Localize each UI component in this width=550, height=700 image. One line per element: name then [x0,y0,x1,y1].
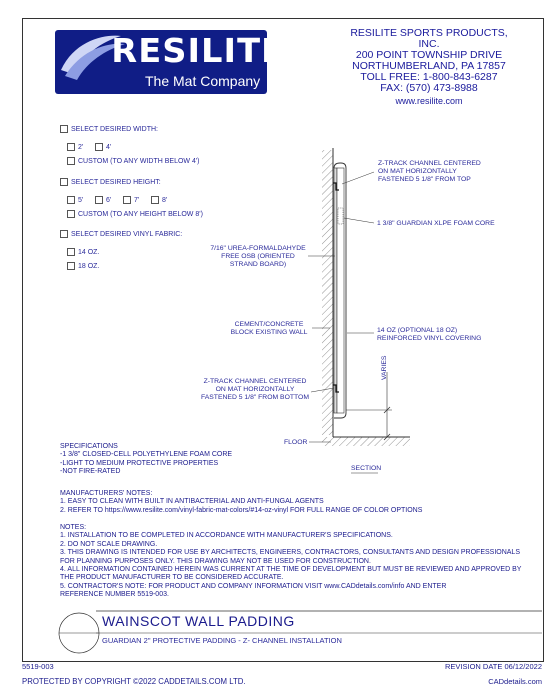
label-line: ON MAT HORIZONTALLY [215,386,295,393]
notes-heading: NOTES: [60,524,87,531]
width-heading-label: SELECT DESIRED WIDTH: [71,125,158,133]
label-line: Z-TRACK CHANNEL CENTERED [203,378,307,385]
label-line: BLOCK EXISTING WALL [230,329,308,336]
label-line: 14 OZ (OPTIONAL 18 OZ) [377,327,458,334]
manufacturer-note-item[interactable]: 2. REFER TO https://www.resilite.com/vinyl-fabric-mat-colors/#14-oz-vinyl FOR FULL RANGE OF COLOR OPTIONS [60,506,423,514]
label-foam-core: 1 3/8" GUARDIAN XLPE FOAM CORE [377,220,495,227]
drawing-subtitle: GUARDIAN 2" PROTECTIVE PADDING - Z- CHANNEL INSTALLATION [102,636,342,645]
note-item: 5. CONTRACTOR'S NOTE: FOR PRODUCT AND COMPANY INFORMATION VISIT www.CADdetails.com/info AND ENTER [60,582,447,590]
label-section: SECTION [351,465,382,472]
label-floor: FLOOR [284,439,308,446]
note-item: THE PRODUCT MANUFACTURER TO BE CONSIDERED ACCURATE. [60,574,284,582]
option-label: 4' [106,143,112,151]
label-line: 7/16" UREA-FORMALDAHYDE [210,245,306,252]
note-item: 3. THIS DRAWING IS INTENDED FOR USE BY ARCHITECTS, ENGINEERS, CONTRACTORS, CONSULTANTS AND DESIGN PROFESSIONALS [60,549,520,557]
revision-date: REVISION DATE 06/12/2022 [445,662,542,671]
label-line: Z-TRACK CHANNEL CENTERED [378,160,481,167]
copyright-notice: PROTECTED BY COPYRIGHT ©2022 CADDETAILS.COM LTD. [22,677,246,686]
spec-item: -NOT FIRE-RATED [60,468,121,476]
company-name: RESILITE SPORTS PRODUCTS, INC. [350,27,508,50]
note-item: 1. INSTALLATION TO BE COMPLETED IN ACCORDANCE WITH MANUFACTURER'S SPECIFICATIONS. [60,532,393,540]
label-line: FASTENED 5 1/8" FROM BOTTOM [200,394,310,401]
label-varies: VARIES [381,355,388,380]
manufacturer-notes-heading: MANUFACTURERS' NOTES: [60,490,153,497]
label-line: FREE OSB (ORIENTED [221,253,295,260]
company-fax: FAX: (570) 473-8988 [380,82,478,94]
logo-wordmark: RESILITE [111,31,286,70]
fabric-heading-label: SELECT DESIRED VINYL FABRIC: [71,230,183,238]
height-heading-label: SELECT DESIRED HEIGHT: [71,178,161,186]
logo-tagline: The Mat Company [145,73,261,89]
manufacturer-note-item: 1. EASY TO CLEAN WITH BUILT IN ANTIBACTERIAL AND ANTI-FUNGAL AGENTS [60,498,324,506]
label-line: CEMENT/CONCRETE [234,321,304,328]
option-label: CUSTOM (TO ANY HEIGHT BELOW 8') [78,210,203,218]
option-label: 6' [106,196,112,204]
label-line: STRAND BOARD) [229,261,287,268]
option-label: 18 OZ. [78,262,100,270]
option-label: 14 OZ. [78,248,100,256]
specifications-heading: SPECIFICATIONS [60,443,118,450]
note-item: 4. ALL INFORMATION CONTAINED HEREIN WAS CURRENT AT THE TIME OF DEVELOPMENT BUT MUST BE REVIEWED AND APPROVED BY [60,566,522,574]
drawing-title: WAINSCOT WALL PADDING [102,613,295,629]
company-website-link[interactable]: www.resilite.com [395,96,463,106]
spec-item: -LIGHT TO MEDIUM PROTECTIVE PROPERTIES [60,459,219,467]
reference-number: 5519-003 [22,662,54,671]
option-label: CUSTOM (TO ANY WIDTH BELOW 4') [78,157,200,165]
caddetails-link[interactable]: CADdetails.com [488,677,542,686]
label-line: ON MAT HORIZONTALLY [378,168,457,175]
company-address-line1: 200 POINT TOWNSHIP DRIVE [355,49,503,61]
company-tollfree: TOLL FREE: 1-800-843-6287 [360,71,498,83]
company-address-line2: NORTHUMBERLAND, PA 17857 [352,60,506,72]
note-item: 2. DO NOT SCALE DRAWING. [60,540,158,548]
option-label: 2' [78,143,84,151]
note-item: FOR PLANNING PURPOSES ONLY. THIS DRAWING MAY NOT BE USED FOR CONSTRUCTION. [60,557,371,565]
option-label: 7' [134,196,140,204]
spec-item: -1 3/8" CLOSED-CELL POLYETHYLENE FOAM CORE [60,451,233,459]
option-label: 8' [162,196,168,204]
option-label: 5' [78,196,84,204]
label-line: FASTENED 5 1/8" FROM TOP [378,176,471,183]
label-line: REINFORCED VINYL COVERING [377,335,482,342]
note-item: REFERENCE NUMBER 5519-003. [60,591,169,599]
